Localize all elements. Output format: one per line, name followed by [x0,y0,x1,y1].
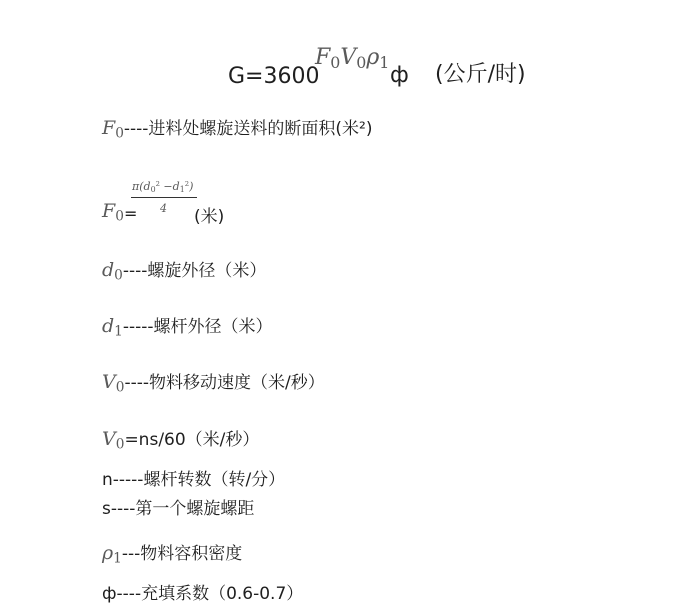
definition-V0-formula [102,428,259,452]
definition-text: ---物料容积密度 [121,544,243,564]
definition-F0-formula [102,178,302,228]
definition-text: =ns/60（米/秒） [124,430,260,450]
definition-text: -----螺杆外径（米） [122,317,273,337]
definition-phi: ф----充填系数（0.6-0.7） [102,584,304,604]
formula-lhs: G=3600 [228,64,320,89]
symbol-rho1: $\rho_1$ [102,542,122,567]
symbol-F0: $F_0$ [102,117,124,142]
symbol-V0: $V_0$ [102,371,125,396]
symbol-F0: $F_0$ [102,200,124,225]
formula-phi: ф [390,63,409,88]
definition-text: ----物料移动速度（米/秒） [124,373,325,393]
definition-n: n-----螺杆转数（转/分） [102,470,286,490]
symbol-d0: $d_0$ [102,259,123,284]
symbol-d1: $d_1$ [102,315,123,340]
fraction-numerator: $\pi(d_0^2 -d_1^2)$ [132,180,194,195]
definition-rho1 [102,542,242,566]
fraction-denominator: 4 [160,202,167,215]
definition-V0-speed [102,371,325,395]
definition-d0 [102,259,266,283]
main-formula [228,45,558,95]
fraction-bar [131,197,197,198]
symbol-V0: $V_0$ [102,428,125,453]
equals-sign: = [124,204,138,223]
definition-unit: (米) [194,207,225,227]
definition-F0-area [102,117,373,141]
definition-text: ----螺旋外径（米） [122,261,267,281]
definition-text: ----进料处螺旋送料的断面积(米²) [123,119,373,139]
formula-product: $F_0V_0\rho_1$ [315,45,390,72]
definition-d1 [102,315,273,339]
formula-unit: (公斤/时) [435,62,526,87]
definition-s: s----第一个螺旋螺距 [102,499,255,519]
